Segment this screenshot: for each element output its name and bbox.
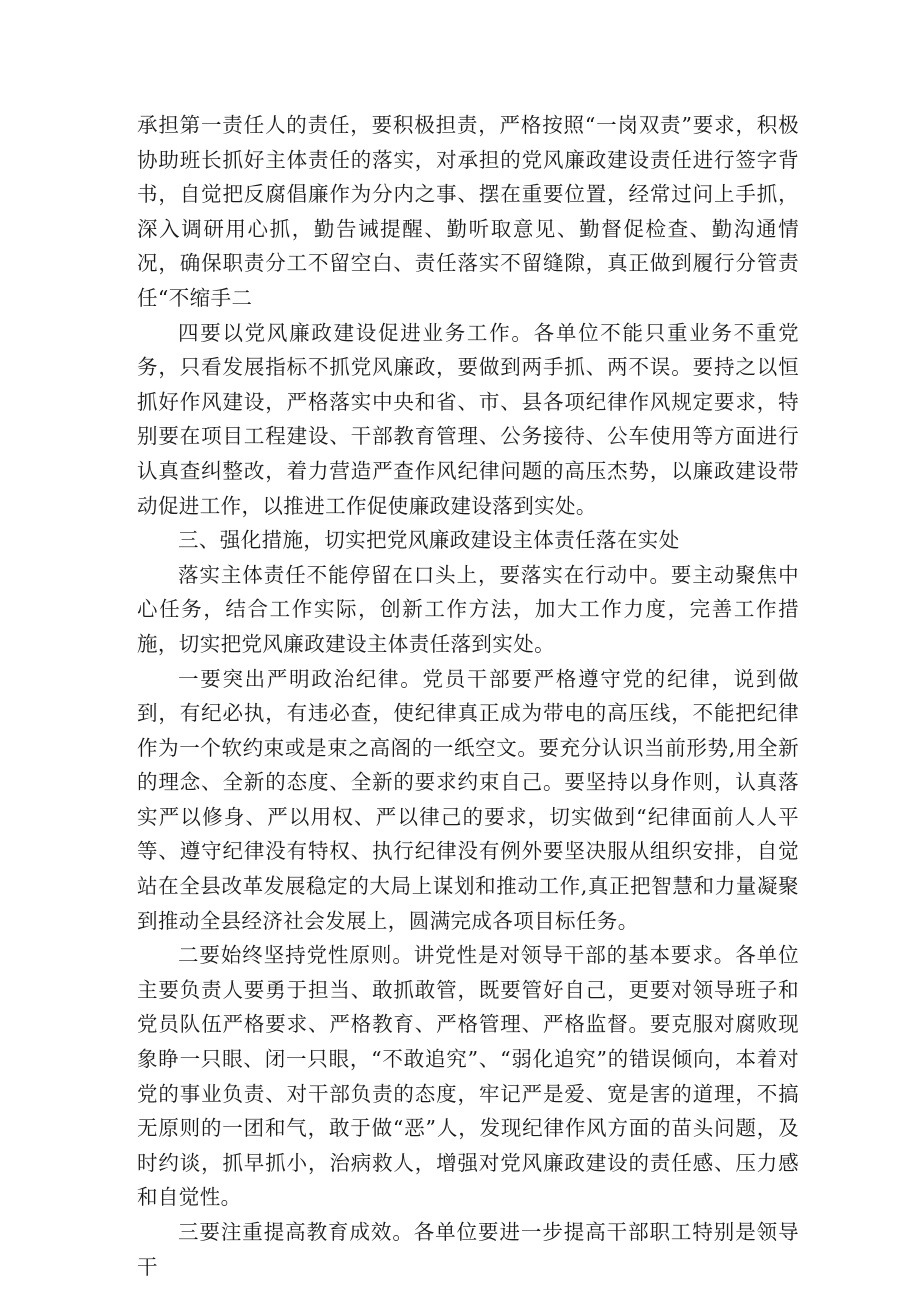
paragraph-item-four: 四要以党风廉政建设促进业务工作。各单位不能只重业务不重党务，只看发展指标不抓党风廉政，要做到两手抓、两不误。要持之以恒抓好作风建设，严格落实中央和省、市、县各项纪律作风规定要求，特别要在项目工程建设、干部教育管理、公务接待、公车使用等方面进行认真查纠整改，着力营造严查作风纪律问题的高压杰势，以廉政建设带动促进工作，以推进工作促使廉政建设落到实处。 (137, 320, 799, 518)
paragraph-item-three: 三要注重提高教育成效。各单位要进一步提高干部职工特别是领导干 (137, 1220, 799, 1279)
paragraph-item-one: 一要突出严明政治纪律。党员干部要严格遵守党的纪律，说到做到，有纪必执，有违必查，使纪律真正成为带电的高压线，不能把纪律作为一个软约束或是束之高阁的一纸空文。要充分认识当前形势,用全新的理念、全新的态度、全新的要求约束自己。要坚持以身作则，认真落实严以修身、严以用权、严以律己的要求，切实做到“纪律面前人人平等、遵守纪律没有特权、执行纪律没有例外要坚决服从组织安排，自觉站在全县改革发展稳定的大局上谋划和推动工作,真正把智慧和力量凝聚到推动全县经济社会发展上，圆满完成各项目标任务。 (137, 666, 799, 933)
paragraph-item-two: 二要始终坚持党性原则。讲党性是对领导干部的基本要求。各单位主要负责人要勇于担当、敢抓敢管，既要管好自己，更要对领导班子和党员队伍严格要求、严格教育、严格管理、严格监督。要克服对腐败现象睁一只眼、闭一只眼，“不敢追究”、“弱化追究”的错误倾向，本着对党的事业负责、对干部负责的态度，牢记严是爱、宽是害的道理，不搞无原则的一团和气，敢于做“恶”人，发现纪律作风方面的苗头问题，及时约谈，抓早抓小，治病救人，增强对党风廉政建设的责任感、压力感和自觉性。 (137, 943, 799, 1210)
paragraph-section-intro: 落实主体责任不能停留在口头上，要落实在行动中。要主动聚焦中心任务，结合工作实际，创新工作方法，加大工作力度，完善工作措施，切实把党风廉政建设主体责任落到实处。 (137, 562, 799, 656)
section-heading-three: 三、强化措施，切实把党风廉政建设主体责任落在实处 (178, 528, 680, 553)
document-page (137, 108, 799, 1284)
paragraph-continuation: 承担第一责任人的责任，要积极担责，严格按照“一岗双责”要求，积极协助班长抓好主体责任的落实，对承担的党风廉政建设责任进行签字背书，自觉把反腐倡廉作为分内之事、摆在重要位置，经常过问上手抓，深入调研用心抓，勤告诫提醒、勤听取意见、勤督促检查、勤沟通情况，确保职责分工不留空白、责任落实不留缝隙，真正做到履行分管责任“不缩手二 (137, 113, 799, 310)
